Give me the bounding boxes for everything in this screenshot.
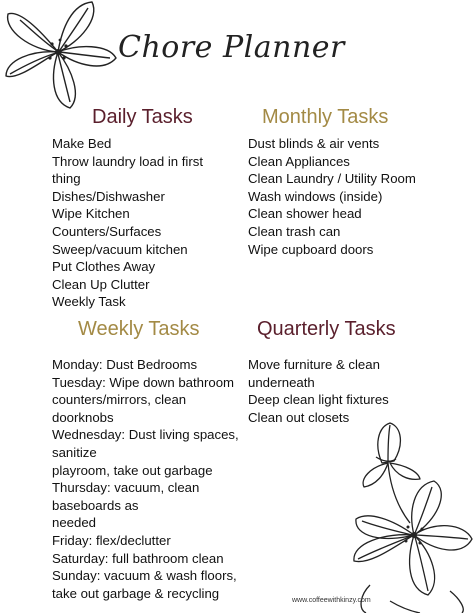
list-item: Make Bed [52,136,112,151]
list-item: Wednesday: Dust living spaces, [52,427,239,443]
list-item: Wipe cupboard doors [248,241,374,257]
list-item: thing [52,171,81,187]
list-item: Tuesday: Wipe down bathroom [52,374,235,390]
flower-illustration-top-left [0,0,120,110]
monthly-tasks-heading: Monthly Tasks [262,106,389,128]
list-item: baseboards as [52,497,139,513]
list-item: Clean trash can [248,223,341,239]
list-item: Clean shower head [248,206,362,222]
list-item: Clean Up Clutter [52,276,150,292]
list-item: needed [52,515,97,531]
flower-illustration-bottom-right [330,415,474,613]
list-item: Weekly Task [52,294,126,310]
list-item: underneath [248,374,315,390]
monthly-tasks-list [248,135,416,258]
daily-tasks-list [52,135,203,311]
list-item: sanitize [52,444,97,460]
list-item: Sweep/vacuum kitchen [52,241,188,257]
list-item: doorknobs [52,409,114,425]
list-item: Dust blinds & air vents [248,136,380,151]
list-item: Wash windows (inside) [248,188,383,204]
list-item: Move furniture & clean [248,357,380,372]
weekly-tasks-heading: Weekly Tasks [78,318,200,340]
weekly-tasks-list [52,356,239,602]
page-title: Chore Planner [118,30,345,65]
daily-tasks-heading: Daily Tasks [92,106,193,128]
list-item: Clean out closets [248,409,350,425]
list-item: Deep clean light fixtures [248,392,389,408]
list-item: Throw laundry load in first [52,153,203,169]
quarterly-tasks-heading: Quarterly Tasks [257,318,396,340]
list-item: Counters/Surfaces [52,223,162,239]
list-item: Wipe Kitchen [52,206,130,222]
list-item: Put Clothes Away [52,259,156,275]
list-item: Dishes/Dishwasher [52,188,165,204]
list-item: Thursday: vacuum, clean [52,480,200,496]
list-item: Sunday: vacuum & wash floors, [52,568,237,584]
list-item: Clean Appliances [248,153,350,169]
list-item: playroom, take out garbage [52,462,213,478]
list-item: counters/mirrors, clean [52,392,187,408]
list-item: Monday: Dust Bedrooms [52,357,198,372]
footer-website: www.coffeewithkinzy.com [292,597,371,604]
list-item: Saturday: full bathroom clean [52,550,224,566]
list-item: Clean Laundry / Utility Room [248,171,416,187]
list-item: take out garbage & recycling [52,585,220,601]
list-item: Friday: flex/declutter [52,532,171,548]
